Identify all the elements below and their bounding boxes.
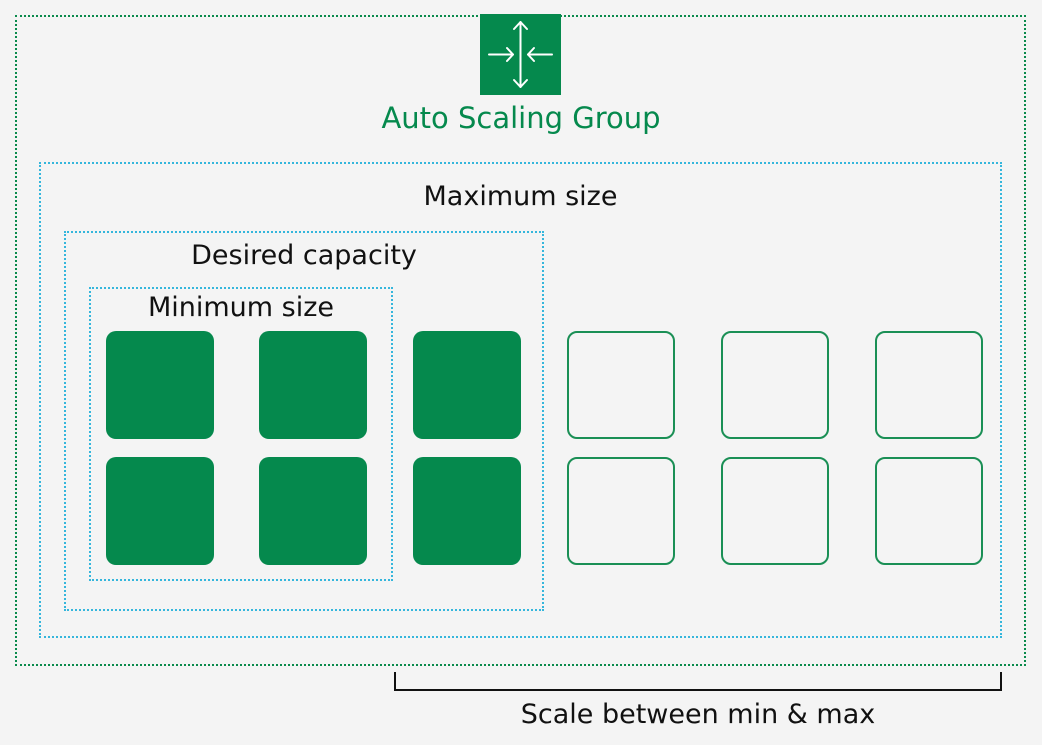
desired-instance-tile — [413, 331, 521, 439]
auto-scaling-arrows-icon — [480, 14, 561, 95]
potential-instance-tile — [721, 331, 829, 439]
minimum-instance-tile — [259, 331, 367, 439]
minimum-instance-tile — [106, 331, 214, 439]
scale-range-bracket — [394, 672, 1002, 691]
potential-instance-tile — [567, 331, 675, 439]
minimum-instance-tile — [106, 457, 214, 565]
desired-instance-tile — [413, 457, 521, 565]
minimum-size-label: Minimum size — [147, 292, 335, 323]
potential-instance-tile — [721, 457, 829, 565]
potential-instance-tile — [567, 457, 675, 565]
minimum-instance-tile — [259, 457, 367, 565]
scale-range-label: Scale between min & max — [520, 699, 876, 730]
potential-instance-tile — [875, 331, 983, 439]
potential-instance-tile — [875, 457, 983, 565]
maximum-size-label: Maximum size — [423, 181, 618, 212]
auto-scaling-group-title: Auto Scaling Group — [381, 101, 661, 135]
desired-capacity-label: Desired capacity — [191, 240, 417, 271]
